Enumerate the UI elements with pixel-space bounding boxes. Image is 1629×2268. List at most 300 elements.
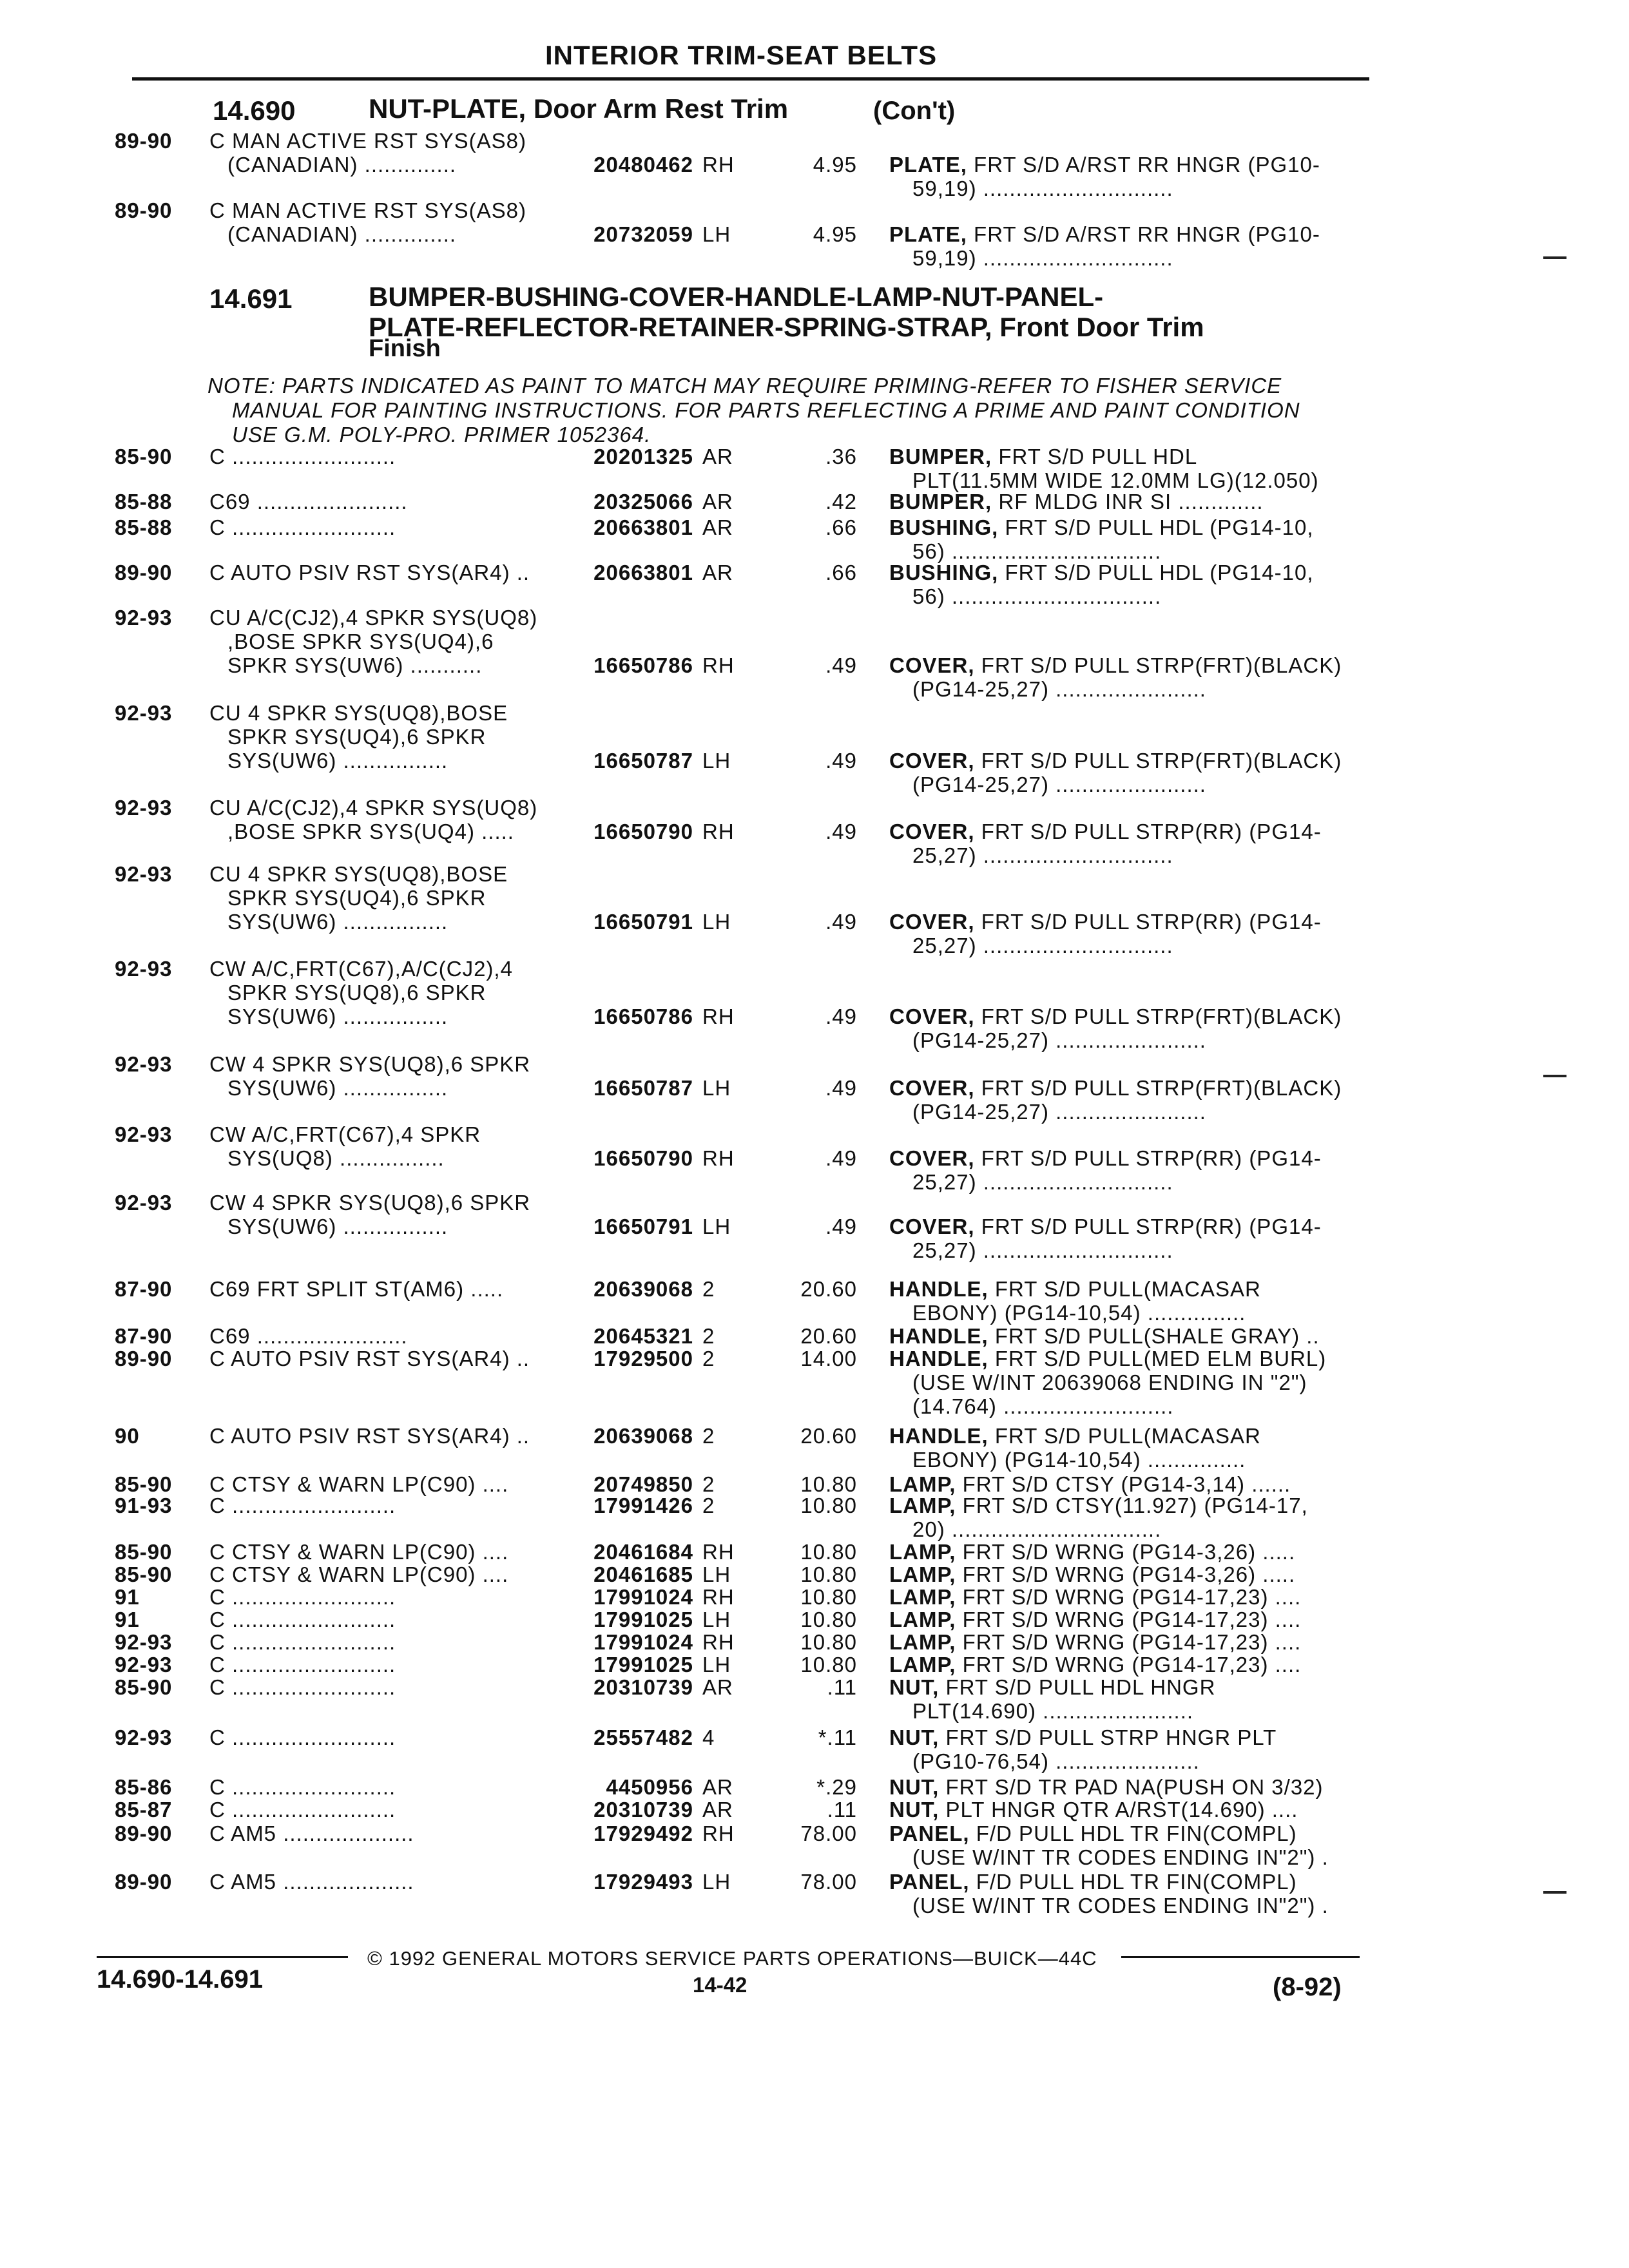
entry-description [889, 1494, 1366, 1541]
entry-part-number: 16650791 [593, 1215, 693, 1238]
footer-section-range: 14.690-14.691 [97, 1965, 264, 1994]
entry-quantity: LH [702, 1076, 731, 1100]
entry-model [209, 1122, 481, 1170]
entry-description-line: PLT(11.5MM WIDE 12.0MM LG)(12.050) [912, 468, 1319, 492]
entry-part-number: 20461684 [593, 1540, 693, 1564]
entry-description [889, 153, 1366, 200]
entry-model-line: CU 4 SPKR SYS(UQ8),BOSE [209, 701, 508, 725]
entry-price: .49 [825, 749, 857, 773]
entry-model-line: (CANADIAN) .............. [227, 153, 457, 177]
entry-model [209, 1675, 396, 1699]
entry-description-line: 25,27) ............................. [912, 934, 1173, 957]
section-title-line-3: Finish [369, 335, 441, 362]
entry-year: 92-93 [115, 1725, 173, 1749]
entry-model [209, 490, 408, 514]
entry-description-line: PLATE, FRT S/D A/RST RR HNGR (PG10- [889, 153, 1320, 177]
entry-price: .49 [825, 910, 857, 934]
entry-quantity: RH [702, 1146, 735, 1170]
entry-description [889, 1562, 1366, 1586]
entry-description [889, 1585, 1366, 1609]
entry-description [889, 1798, 1366, 1821]
entry-quantity: 2 [702, 1347, 715, 1370]
entry-quantity: 4 [702, 1725, 715, 1749]
entry-description-line: LAMP, FRT S/D WRNG (PG14-17,23) .... [889, 1630, 1302, 1654]
entry-part-number: 16650791 [593, 910, 693, 934]
entry-model [209, 1653, 396, 1677]
entry-model-line: SPKR SYS(UW6) ........... [227, 653, 483, 677]
entry-price: 10.80 [800, 1472, 857, 1496]
entry-quantity: AR [702, 490, 733, 514]
section-title-line-1: BUMPER-BUSHING-COVER-HANDLE-LAMP-NUT-PANEL- [369, 282, 1104, 312]
entry-description-line: COVER, FRT S/D PULL STRP(RR) (PG14- [889, 820, 1322, 843]
entry-price: .42 [825, 490, 857, 514]
entry-model-line: C ......................... [209, 1653, 396, 1677]
entry-description [889, 1821, 1366, 1869]
entry-model [209, 796, 537, 843]
entry-model-line: SYS(UW6) ................ [227, 910, 448, 934]
entry-price: 10.80 [800, 1630, 857, 1654]
entry-description-line: 59,19) ............................. [912, 246, 1173, 270]
entry-description-line: LAMP, FRT S/D WRNG (PG14-17,23) .... [889, 1653, 1302, 1677]
footer-page-number: 14-42 [693, 1973, 747, 1997]
entry-quantity: RH [702, 1630, 735, 1654]
entry-year: 89-90 [115, 129, 173, 153]
entry-description-line: NUT, PLT HNGR QTR A/RST(14.690) .... [889, 1798, 1298, 1821]
page-header-title: INTERIOR TRIM-SEAT BELTS [545, 40, 938, 70]
entry-year: 92-93 [115, 1653, 173, 1677]
entry-description-line: COVER, FRT S/D PULL STRP(FRT)(BLACK) [889, 653, 1342, 677]
entry-description-line: (USE W/INT TR CODES ENDING IN"2") . [912, 1845, 1329, 1869]
entry-model-line: CW 4 SPKR SYS(UQ8),6 SPKR [209, 1052, 531, 1076]
note-line: USE G.M. POLY-PRO. PRIMER 1052364. [232, 423, 651, 447]
entry-price: 78.00 [800, 1821, 857, 1845]
entry-description-line: COVER, FRT S/D PULL STRP(FRT)(BLACK) [889, 1004, 1342, 1028]
entry-model-line: C AUTO PSIV RST SYS(AR4) .. [209, 561, 530, 584]
entry-model-line: C CTSY & WARN LP(C90) .... [209, 1472, 509, 1496]
entry-part-number: 16650790 [593, 820, 693, 843]
entry-price: 4.95 [813, 222, 857, 246]
entry-description-line: BUMPER, RF MLDG INR SI ............. [889, 490, 1264, 514]
entry-year: 92-93 [115, 1052, 173, 1076]
entry-description-line: 56) ................................ [912, 584, 1162, 608]
entry-model-line: ,BOSE SPKR SYS(UQ4),6 [227, 629, 494, 653]
entry-description [889, 1215, 1366, 1262]
entry-part-number: 20461685 [593, 1562, 693, 1586]
section-number: 14.690 [213, 95, 296, 126]
entry-model [209, 198, 526, 246]
entry-quantity: LH [702, 1608, 731, 1631]
entry-price: .49 [825, 1146, 857, 1170]
entry-year: 85-88 [115, 490, 173, 514]
entry-quantity: RH [702, 1540, 735, 1564]
entry-quantity: 2 [702, 1324, 715, 1348]
footer-rule [1121, 1956, 1360, 1958]
entry-quantity: AR [702, 1798, 733, 1821]
entry-model-line: C ......................... [209, 1775, 396, 1799]
entry-price: .11 [827, 1798, 857, 1821]
entry-description [889, 561, 1366, 608]
entry-price: 20.60 [800, 1424, 857, 1448]
entry-part-number: 17991426 [593, 1494, 693, 1517]
entry-quantity: AR [702, 1775, 733, 1799]
entry-description [889, 1472, 1366, 1496]
entry-part-number: 20639068 [593, 1424, 693, 1448]
entry-description-line: (PG14-25,27) ....................... [912, 1100, 1206, 1124]
entry-model [209, 701, 508, 773]
entry-quantity: AR [702, 1675, 733, 1699]
entry-model-line: SYS(UW6) ................ [227, 1004, 448, 1028]
entry-description [889, 1277, 1366, 1325]
entry-price: .11 [827, 1675, 857, 1699]
entry-part-number: 20749850 [593, 1472, 693, 1496]
entry-price: *.29 [816, 1775, 857, 1799]
entry-price: 14.00 [800, 1347, 857, 1370]
entry-model-line: SYS(UW6) ................ [227, 749, 448, 773]
entry-part-number: 4450956 [606, 1775, 693, 1799]
entry-quantity: LH [702, 1562, 731, 1586]
entry-model [209, 1725, 396, 1749]
entry-year: 90 [115, 1424, 140, 1448]
entry-quantity: 2 [702, 1277, 715, 1301]
entry-model-line: C ......................... [209, 1585, 396, 1609]
entry-description-line: (PG14-25,27) ....................... [912, 773, 1206, 796]
entry-description-line: HANDLE, FRT S/D PULL(MACASAR [889, 1277, 1261, 1301]
entry-model [209, 1494, 396, 1517]
entry-description-line: NUT, FRT S/D PULL STRP HNGR PLT [889, 1725, 1277, 1749]
entry-part-number: 20325066 [593, 490, 693, 514]
entry-model-line: C ......................... [209, 445, 396, 468]
entry-model [209, 1798, 396, 1821]
entry-description-line: COVER, FRT S/D PULL STRP(RR) (PG14- [889, 1215, 1322, 1238]
entry-description-line: 20) ................................ [912, 1517, 1162, 1541]
entry-part-number: 17929500 [593, 1347, 693, 1370]
entry-year: 92-93 [115, 1630, 173, 1654]
entry-model [209, 1324, 408, 1348]
entry-description-line: (PG14-25,27) ....................... [912, 1028, 1206, 1052]
entry-model-line: C69 ....................... [209, 490, 408, 514]
entry-description [889, 749, 1366, 796]
entry-model-line: C CTSY & WARN LP(C90) .... [209, 1562, 509, 1586]
entry-price: .49 [825, 820, 857, 843]
entry-model-line: C MAN ACTIVE RST SYS(AS8) [209, 198, 526, 222]
entry-year: 87-90 [115, 1324, 173, 1348]
entry-year: 91-93 [115, 1494, 173, 1517]
entry-model-line: SYS(UW6) ................ [227, 1076, 448, 1100]
entry-year: 85-90 [115, 1562, 173, 1586]
entry-quantity: LH [702, 910, 731, 934]
entry-year: 85-90 [115, 1472, 173, 1496]
footer-date: (8-92) [1273, 1973, 1342, 2001]
entry-price: 4.95 [813, 153, 857, 177]
entry-part-number: 17929492 [593, 1821, 693, 1845]
entry-quantity: RH [702, 653, 735, 677]
entry-description-line: COVER, FRT S/D PULL STRP(RR) (PG14- [889, 1146, 1322, 1170]
entry-quantity: LH [702, 1653, 731, 1677]
entry-model-line: C ......................... [209, 1675, 396, 1699]
entry-description-line: PLT(14.690) ....................... [912, 1699, 1194, 1723]
entry-description [889, 1424, 1366, 1472]
entry-quantity: RH [702, 1821, 735, 1845]
entry-year: 89-90 [115, 1821, 173, 1845]
margin-mark [1543, 1075, 1566, 1077]
entry-model [209, 1870, 414, 1894]
entry-description-line: LAMP, FRT S/D WRNG (PG14-17,23) .... [889, 1585, 1302, 1609]
footer-copyright: © 1992 GENERAL MOTORS SERVICE PARTS OPERATIONS—BUICK—44C [367, 1947, 1097, 1970]
entry-part-number: 20645321 [593, 1324, 693, 1348]
entry-description-line: 59,19) ............................. [912, 177, 1173, 200]
section-note [207, 374, 1367, 447]
entry-part-number: 17991024 [593, 1585, 693, 1609]
note-line: MANUAL FOR PAINTING INSTRUCTIONS. FOR PARTS REFLECTING A PRIME AND PAINT CONDITION [232, 398, 1300, 422]
entry-model-line: C ......................... [209, 1725, 396, 1749]
entry-model [209, 1585, 396, 1609]
entry-description [889, 445, 1366, 492]
entry-part-number: 20480462 [593, 153, 693, 177]
entry-description-line: HANDLE, FRT S/D PULL(SHALE GRAY) .. [889, 1324, 1320, 1348]
entry-quantity: LH [702, 222, 731, 246]
entry-year: 91 [115, 1585, 140, 1609]
entry-description-line: PLATE, FRT S/D A/RST RR HNGR (PG10- [889, 222, 1320, 246]
entry-model-line: SYS(UQ8) ................ [227, 1146, 445, 1170]
entry-model-line: SPKR SYS(UQ4),6 SPKR [227, 725, 487, 749]
entry-part-number: 17991025 [593, 1608, 693, 1631]
entry-part-number: 17991024 [593, 1630, 693, 1654]
entry-description-line: BUMPER, FRT S/D PULL HDL [889, 445, 1198, 468]
entry-quantity: 2 [702, 1494, 715, 1517]
entry-description-line: (PG10-76,54) ...................... [912, 1749, 1200, 1773]
entry-model-line: C ......................... [209, 1494, 396, 1517]
entry-model-line: SYS(UW6) ................ [227, 1215, 448, 1238]
entry-price: .66 [825, 515, 857, 539]
entry-year: 92-93 [115, 606, 173, 629]
entry-year: 89-90 [115, 198, 173, 222]
entry-model-line: CU 4 SPKR SYS(UQ8),BOSE [209, 862, 508, 886]
entry-model-line: C69 FRT SPLIT ST(AM6) ..... [209, 1277, 504, 1301]
entry-year: 92-93 [115, 1122, 173, 1146]
entry-description-line: COVER, FRT S/D PULL STRP(RR) (PG14- [889, 910, 1322, 934]
entry-part-number: 17929493 [593, 1870, 693, 1894]
entry-description [889, 653, 1366, 701]
entry-description [889, 1675, 1366, 1723]
entry-description [889, 1540, 1366, 1564]
entry-model [209, 1472, 508, 1496]
entry-model [209, 1562, 508, 1586]
entry-description-line: 56) ................................ [912, 539, 1162, 563]
entry-model-line: C ......................... [209, 1798, 396, 1821]
entry-description-line: HANDLE, FRT S/D PULL(MACASAR [889, 1424, 1261, 1448]
entry-year: 85-87 [115, 1798, 173, 1821]
entry-year: 92-93 [115, 1191, 173, 1215]
entry-price: 10.80 [800, 1540, 857, 1564]
entry-description-line: EBONY) (PG14-10,54) ............... [912, 1448, 1246, 1472]
entry-model [209, 606, 537, 677]
entry-model-line: SPKR SYS(UQ4),6 SPKR [227, 886, 487, 910]
entry-model [209, 1630, 396, 1654]
entry-price: 20.60 [800, 1324, 857, 1348]
section-title-line-2: PLATE-REFLECTOR-RETAINER-SPRING-STRAP, Front Door Trim [369, 312, 1204, 342]
entry-quantity: LH [702, 1215, 731, 1238]
entry-price: .36 [825, 445, 857, 468]
entry-part-number: 20663801 [593, 561, 693, 584]
section-title: NUT-PLATE, Door Arm Rest Trim [369, 93, 789, 124]
entry-year: 89-90 [115, 1870, 173, 1894]
entry-quantity: LH [702, 749, 731, 773]
entry-price: 10.80 [800, 1562, 857, 1586]
entry-description-line: 25,27) ............................. [912, 1238, 1173, 1262]
entry-model-line: C AM5 .................... [209, 1870, 414, 1894]
entry-description-line: LAMP, FRT S/D WRNG (PG14-17,23) .... [889, 1608, 1302, 1631]
entry-model-line: CW A/C,FRT(C67),A/C(CJ2),4 [209, 957, 513, 981]
entry-description-line: EBONY) (PG14-10,54) ............... [912, 1301, 1246, 1325]
entry-price: *.11 [818, 1725, 857, 1749]
entry-price: .49 [825, 653, 857, 677]
entry-model [209, 1347, 530, 1370]
entry-quantity: RH [702, 820, 735, 843]
entry-model [209, 1277, 503, 1301]
entry-part-number: 20201325 [593, 445, 693, 468]
entry-price: 10.80 [800, 1494, 857, 1517]
entry-description [889, 1653, 1366, 1677]
header-rule [132, 77, 1369, 81]
entry-model [209, 1540, 508, 1564]
entry-year: 92-93 [115, 796, 173, 820]
entry-year: 85-90 [115, 1540, 173, 1564]
entry-model-line: CW 4 SPKR SYS(UQ8),6 SPKR [209, 1191, 531, 1215]
entry-model-line: ,BOSE SPKR SYS(UQ4) ..... [227, 820, 514, 843]
entry-year: 91 [115, 1608, 140, 1631]
entry-quantity: AR [702, 445, 733, 468]
entry-model [209, 1052, 530, 1100]
entry-year: 85-90 [115, 1675, 173, 1699]
entry-description [889, 1146, 1366, 1194]
entry-description-line: PANEL, F/D PULL HDL TR FIN(COMPL) [889, 1870, 1297, 1894]
entry-model-line: C ......................... [209, 1608, 396, 1631]
entry-description [889, 1725, 1366, 1773]
entry-description-line: 25,27) ............................. [912, 1170, 1173, 1194]
entry-description [889, 490, 1366, 514]
entry-model-line: CW A/C,FRT(C67),4 SPKR [209, 1122, 481, 1146]
section-continued-label: (Con't) [873, 97, 956, 125]
entry-model [209, 1821, 414, 1845]
entry-description [889, 515, 1366, 563]
entry-model [209, 515, 396, 539]
entry-description [889, 910, 1366, 957]
entry-part-number: 16650787 [593, 1076, 693, 1100]
entry-model [209, 1424, 530, 1448]
entry-model-line: CU A/C(CJ2),4 SPKR SYS(UQ8) [209, 796, 538, 820]
entry-description-line: PANEL, F/D PULL HDL TR FIN(COMPL) [889, 1821, 1297, 1845]
entry-part-number: 16650790 [593, 1146, 693, 1170]
entry-year: 92-93 [115, 862, 173, 886]
margin-mark [1543, 256, 1566, 259]
entry-description [889, 820, 1366, 867]
entry-year: 85-88 [115, 515, 173, 539]
entry-description-line: (USE W/INT 20639068 ENDING IN "2") [912, 1370, 1307, 1394]
entry-price: .49 [825, 1215, 857, 1238]
entry-model [209, 129, 526, 177]
entry-year: 92-93 [115, 957, 173, 981]
entry-description-line: 25,27) ............................. [912, 843, 1173, 867]
entry-description-line: HANDLE, FRT S/D PULL(MED ELM BURL) [889, 1347, 1327, 1370]
entry-year: 87-90 [115, 1277, 173, 1301]
entry-description-line: COVER, FRT S/D PULL STRP(FRT)(BLACK) [889, 749, 1342, 773]
entry-price: 78.00 [800, 1870, 857, 1894]
entry-model [209, 561, 530, 584]
entry-part-number: 20663801 [593, 515, 693, 539]
entry-description-line: (USE W/INT TR CODES ENDING IN"2") . [912, 1894, 1329, 1917]
section-number: 14.691 [209, 284, 293, 314]
entry-part-number: 20732059 [593, 222, 693, 246]
entry-description [889, 1076, 1366, 1124]
entry-year: 85-90 [115, 445, 173, 468]
entry-description [889, 1870, 1366, 1917]
entry-description-line: NUT, FRT S/D PULL HDL HNGR [889, 1675, 1216, 1699]
entry-quantity: AR [702, 515, 733, 539]
entry-description-line: LAMP, FRT S/D CTSY(11.927) (PG14-17, [889, 1494, 1308, 1517]
entry-year: 89-90 [115, 1347, 173, 1370]
entry-model [209, 445, 396, 468]
entry-part-number: 25557482 [593, 1725, 693, 1749]
entry-description [889, 1630, 1366, 1654]
entry-part-number: 16650786 [593, 1004, 693, 1028]
entry-year: 92-93 [115, 701, 173, 725]
entry-description-line: COVER, FRT S/D PULL STRP(FRT)(BLACK) [889, 1076, 1342, 1100]
entry-description [889, 1004, 1366, 1052]
entry-price: 10.80 [800, 1585, 857, 1609]
entry-description-line: BUSHING, FRT S/D PULL HDL (PG14-10, [889, 561, 1314, 584]
entry-quantity: LH [702, 1870, 731, 1894]
margin-mark [1543, 1891, 1566, 1894]
entry-model [209, 1608, 396, 1631]
entry-part-number: 16650786 [593, 653, 693, 677]
entry-model [209, 1191, 530, 1238]
entry-description [889, 1324, 1366, 1348]
entry-price: 20.60 [800, 1277, 857, 1301]
entry-part-number: 20310739 [593, 1798, 693, 1821]
entry-model-line: C AUTO PSIV RST SYS(AR4) .. [209, 1424, 530, 1448]
note-line: NOTE: PARTS INDICATED AS PAINT TO MATCH MAY REQUIRE PRIMING-REFER TO FISHER SERVICE [207, 374, 1282, 398]
entry-description-line: LAMP, FRT S/D WRNG (PG14-3,26) ..... [889, 1540, 1296, 1564]
entry-model [209, 957, 513, 1028]
entry-quantity: 2 [702, 1472, 715, 1496]
entry-model-line: CU A/C(CJ2),4 SPKR SYS(UQ8) [209, 606, 538, 629]
entry-model-line: C ......................... [209, 515, 396, 539]
entry-description-line: LAMP, FRT S/D CTSY (PG14-3,14) ...... [889, 1472, 1291, 1496]
entry-model-line: C CTSY & WARN LP(C90) .... [209, 1540, 509, 1564]
entry-description [889, 1608, 1366, 1631]
entry-description-line: (14.764) .......................... [912, 1394, 1174, 1418]
entry-model-line: C AM5 .................... [209, 1821, 414, 1845]
footer-rule [97, 1956, 348, 1958]
entry-description-line: NUT, FRT S/D TR PAD NA(PUSH ON 3/32) [889, 1775, 1324, 1799]
entry-year: 89-90 [115, 561, 173, 584]
entry-price: 10.80 [800, 1608, 857, 1631]
entry-model [209, 862, 508, 934]
entry-part-number: 20639068 [593, 1277, 693, 1301]
entry-part-number: 20310739 [593, 1675, 693, 1699]
entry-quantity: AR [702, 561, 733, 584]
entry-description [889, 1347, 1366, 1418]
entry-description [889, 222, 1366, 270]
entry-quantity: RH [702, 153, 735, 177]
entry-model [209, 1775, 396, 1799]
entry-price: .49 [825, 1076, 857, 1100]
entry-quantity: RH [702, 1004, 735, 1028]
entry-description-line: LAMP, FRT S/D WRNG (PG14-3,26) ..... [889, 1562, 1296, 1586]
entry-part-number: 17991025 [593, 1653, 693, 1677]
entry-model-line: (CANADIAN) .............. [227, 222, 457, 246]
entry-model-line: C69 ....................... [209, 1324, 408, 1348]
